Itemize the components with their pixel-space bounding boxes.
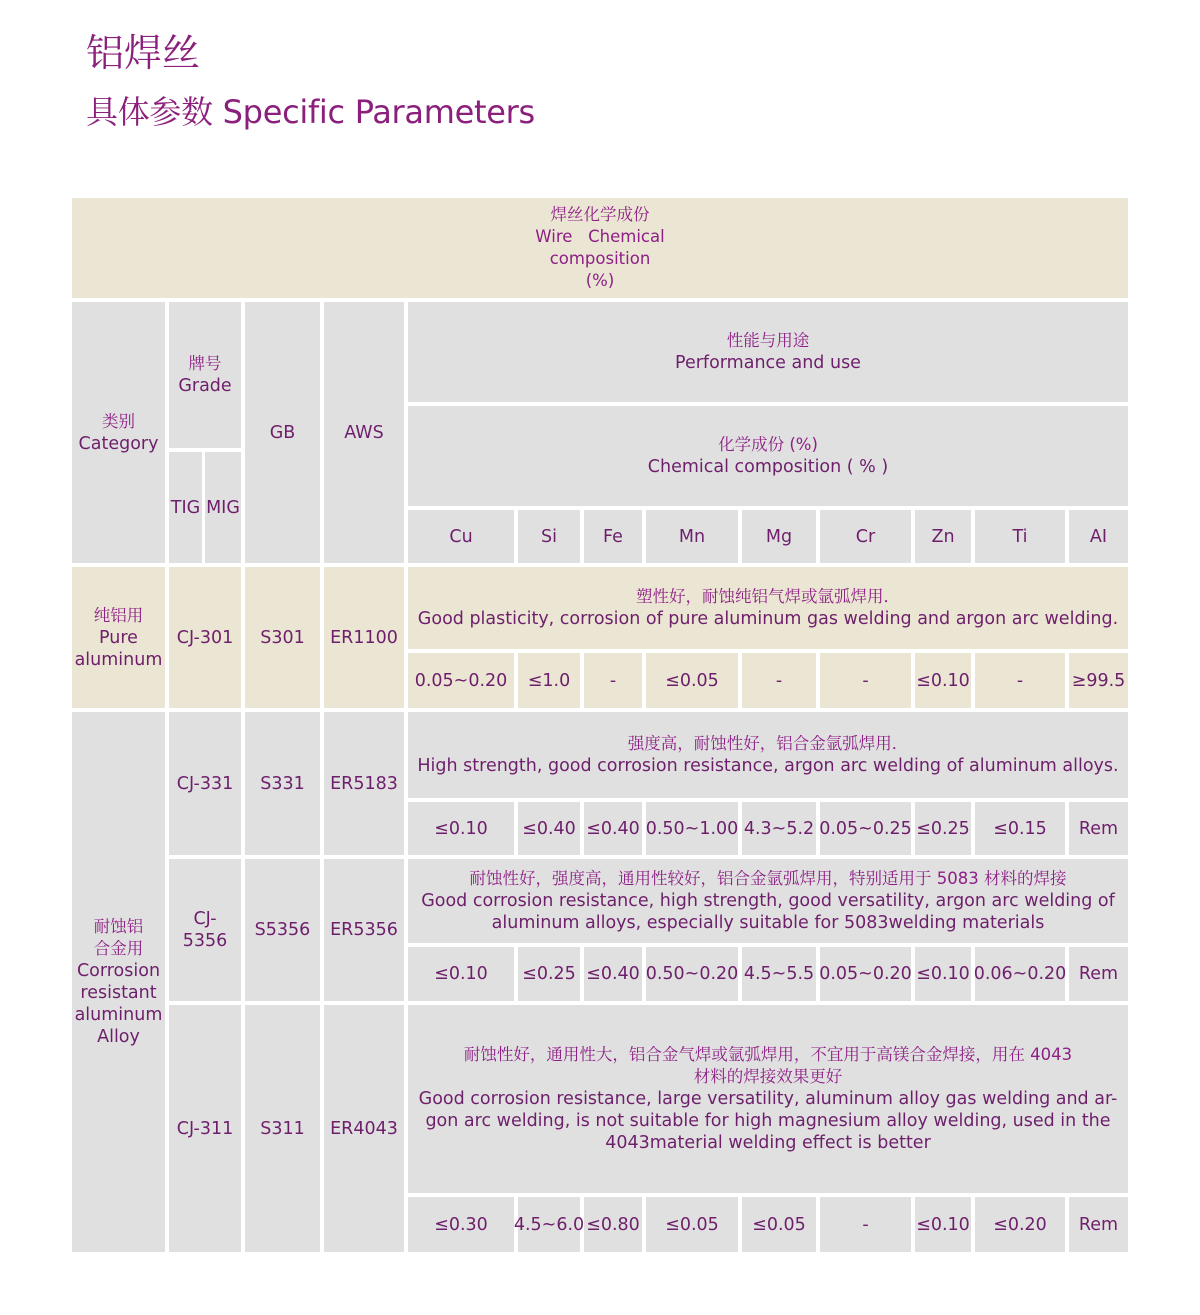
page-title: 铝焊丝 [86,31,201,75]
composition-value-cell: ≤0.10 [408,947,514,1001]
composition-value-cell: ≤0.30 [408,1197,514,1252]
gb-cell: S331 [245,712,320,855]
composition-value-cell: - [820,653,911,708]
composition-value-cell: ≤0.10 [915,1197,971,1252]
gb-cell: S5356 [245,859,320,1001]
composition-value-cell: Rem [1069,802,1128,855]
element-header: Ti [975,510,1065,563]
element-header: Zn [915,510,971,563]
page-subtitle: 具体参数 Specific Parameters [86,93,535,131]
composition-value-cell: ≥99.5 [1069,653,1128,708]
grade-cell: CJ-311 [169,1005,241,1252]
element-header: Mg [742,510,816,563]
composition-value-cell: ≤0.10 [915,653,971,708]
composition-value-cell: ≤0.40 [584,802,642,855]
composition-value-cell: - [742,653,816,708]
performance-description: 强度高，耐蚀性好，铝合金氩弧焊用． High strength, good corrosion resistance, argon arc welding of aluminum alloys. [408,712,1128,798]
element-header: Cr [820,510,911,563]
composition-value-cell: ≤0.10 [408,802,514,855]
element-header: Mn [646,510,738,563]
gb-header: GB [245,302,320,563]
category-corrosion-resistant-alloy: 耐蚀铝 合金用 Corrosion resistant aluminum Alloy [72,712,165,1252]
performance-description: 塑性好，耐蚀纯铝气焊或氩弧焊用． Good plasticity, corrosion of pure aluminum gas welding and argon arc welding. [408,567,1128,649]
category-pure-aluminum: 纯铝用 Pure aluminum [72,567,165,708]
composition-value-cell: Rem [1069,1197,1128,1252]
composition-value-cell: ≤0.80 [584,1197,642,1252]
composition-value-cell: 0.50~0.20 [646,947,738,1001]
aws-cell: ER5356 [324,859,404,1001]
composition-value-cell: Rem [1069,947,1128,1001]
mig-header: MIG [205,452,241,563]
wire-composition-header: 焊丝化学成份 Wire Chemical composition (%) [72,198,1128,298]
performance-header: 性能与用途 Performance and use [408,302,1128,402]
composition-value-cell: 0.06~0.20 [975,947,1065,1001]
composition-value-cell: 0.05~0.20 [408,653,514,708]
element-header: AI [1069,510,1128,563]
composition-value-cell: ≤0.25 [915,802,971,855]
composition-value-cell: 0.05~0.20 [820,947,911,1001]
composition-value-cell: ≤0.10 [915,947,971,1001]
composition-value-cell: ≤0.05 [742,1197,816,1252]
composition-value-cell: 0.50~1.00 [646,802,738,855]
performance-description: 耐蚀性好，通用性大，铝合金气焊或氩弧焊用，不宜用于高镁合金焊接，用在 4043 材料的焊接效果更好 Good corrosion resistance, large versatility, aluminum alloy gas welding and ar- gon arc welding, is not suitable for high magnesium alloy welding, used in the 4043material welding effect is better [408,1005,1128,1193]
composition-value-cell: 4.3~5.2 [742,802,816,855]
aws-cell: ER5183 [324,712,404,855]
composition-value-cell: ≤0.05 [646,653,738,708]
element-header: Fe [584,510,642,563]
composition-value-cell: - [584,653,642,708]
composition-value-cell: ≤0.20 [975,1197,1065,1252]
tig-header: TIG [169,452,202,563]
composition-value-cell: 4.5~6.0 [518,1197,580,1252]
chemical-composition-header: 化学成份 (%) Chemical composition ( % ) [408,406,1128,506]
aws-cell: ER4043 [324,1005,404,1252]
grade-cell: CJ- 5356 [169,859,241,1001]
grade-cell: CJ-331 [169,712,241,855]
gb-cell: S311 [245,1005,320,1252]
composition-value-cell: 4.5~5.5 [742,947,816,1001]
category-header: 类别 Category [72,302,165,563]
composition-value-cell: ≤0.40 [584,947,642,1001]
gb-cell: S301 [245,567,320,708]
composition-value-cell: ≤0.25 [518,947,580,1001]
composition-value-cell: ≤0.40 [518,802,580,855]
grade-cell: CJ-301 [169,567,241,708]
aws-header: AWS [324,302,404,563]
composition-value-cell: - [975,653,1065,708]
element-header: Cu [408,510,514,563]
aws-cell: ER1100 [324,567,404,708]
element-header: Si [518,510,580,563]
composition-value-cell: - [820,1197,911,1252]
composition-value-cell: 0.05~0.25 [820,802,911,855]
performance-description: 耐蚀性好，强度高，通用性较好，铝合金氩弧焊用，特别适用于 5083 材料的焊接 Good corrosion resistance, high strength, good versatility, argon arc welding of aluminum alloys, especially suitable for 5083welding materials [408,859,1128,943]
composition-value-cell: ≤0.15 [975,802,1065,855]
grade-header: 牌号 Grade [169,302,241,448]
composition-value-cell: ≤0.05 [646,1197,738,1252]
composition-value-cell: ≤1.0 [518,653,580,708]
